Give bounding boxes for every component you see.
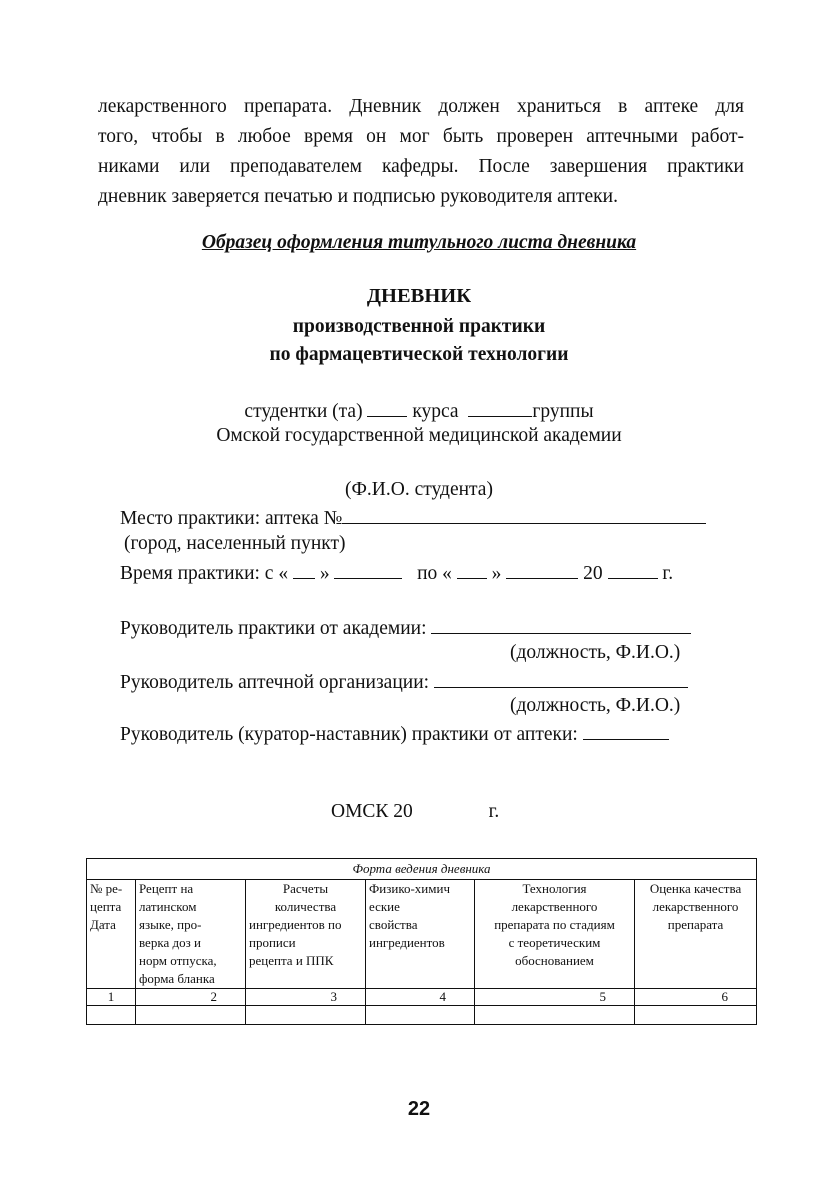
academy-supervisor-line (120, 615, 691, 640)
start-day-blank (293, 560, 315, 579)
header-text: обоснованием (515, 953, 594, 968)
header-recipe-number (87, 880, 136, 989)
pharmacy-supervisor-label: Руководитель аптечной организации: (120, 672, 430, 693)
time-to-label: по « (417, 563, 452, 584)
intro-line: дневник заверяется печатью и подписью руководителя аптеки. (98, 186, 618, 207)
column-number: 6 (635, 989, 757, 1006)
header-text: еские (369, 899, 400, 914)
empty-cell (246, 1006, 366, 1025)
empty-cell (87, 1006, 136, 1025)
diary-subtitle-2: по фармацевтической технологии (269, 344, 569, 365)
pharmacy-number-blank (342, 505, 706, 524)
page-number: 22 (407, 1098, 431, 1120)
column-number: 3 (246, 989, 366, 1006)
end-month-blank (506, 560, 578, 579)
header-quality (635, 880, 757, 989)
header-latin-recipe (136, 880, 246, 989)
header-text: Расчеты (282, 881, 329, 896)
group-label: группы (532, 401, 594, 422)
city-year: ОМСК 20 (331, 801, 413, 822)
empty-cell (366, 1006, 475, 1025)
sample-heading: Образец оформления титульного листа дневника (201, 232, 637, 253)
header-text: прописи (249, 935, 296, 950)
curator-line (120, 721, 669, 746)
column-number: 2 (136, 989, 246, 1006)
student-fio-note: (Ф.И.О. студента) (345, 479, 493, 500)
column-number: 4 (366, 989, 475, 1006)
academy-supervisor-label: Руководитель практики от академии: (120, 618, 427, 639)
year-blank (608, 560, 658, 579)
empty-cell (475, 1006, 635, 1025)
header-text: ингредиентов по (249, 917, 342, 932)
start-month-blank (334, 560, 402, 579)
time-label: Время практики: с « (120, 563, 289, 584)
practice-place-label: Место практики: аптека № (120, 508, 343, 529)
city-year-suffix: г. (488, 801, 500, 822)
year-suffix: г. (662, 563, 674, 584)
city-year-footer (331, 801, 499, 823)
course-blank (367, 398, 407, 417)
header-text: Дата (90, 917, 116, 932)
year-prefix: 20 (583, 563, 603, 584)
intro-paragraph (98, 92, 744, 212)
header-text: лекарственного (511, 899, 598, 914)
header-text: ингредиентов (369, 935, 445, 950)
header-text: препарата по стадиям (494, 917, 615, 932)
curator-blank (583, 721, 669, 740)
pharmacy-supervisor-blank (434, 669, 688, 688)
academy-supervisor-blank (431, 615, 691, 634)
header-technology (475, 880, 635, 989)
student-label: студентки (та) (244, 401, 363, 422)
header-text: Рецепт на (139, 881, 194, 896)
city-note: (город, населенный пункт) (124, 533, 346, 554)
position-note: (должность, Ф.И.О.) (510, 642, 681, 663)
header-text: рецепта и ППК (249, 953, 334, 968)
header-calculations (246, 880, 366, 989)
header-text: свойства (369, 917, 418, 932)
course-label: курса (412, 401, 459, 422)
pharmacy-supervisor-line (120, 669, 688, 694)
academy-name: Омской государственной медицинской академии (216, 425, 622, 446)
column-number: 1 (87, 989, 136, 1006)
diary-form-table (86, 858, 757, 1025)
header-physchem (366, 880, 475, 989)
end-day-blank (457, 560, 487, 579)
intro-line: лекарственного препарата. Дневник должен храниться в аптеке для (98, 96, 744, 117)
intro-line: того, чтобы в любое время он мог быть проверен аптечными работ- (98, 126, 744, 147)
empty-cell (635, 1006, 757, 1025)
header-text: Физико-химич (369, 881, 450, 896)
column-number: 5 (475, 989, 635, 1006)
position-note-2: (должность, Ф.И.О.) (510, 695, 681, 716)
practice-place-line (120, 505, 706, 530)
header-text: № ре- (90, 881, 123, 896)
diary-subtitle: производственной практики (292, 316, 546, 337)
table-caption: Форта ведения дневника (87, 859, 757, 880)
diary-title: ДНЕВНИК (366, 285, 472, 307)
header-text: языке, про- (139, 917, 202, 932)
header-text: цепта (90, 899, 122, 914)
group-blank (468, 398, 532, 417)
header-text: Оценка качества (649, 881, 742, 896)
empty-cell (136, 1006, 246, 1025)
practice-time-line (120, 560, 673, 585)
intro-line: никами или преподавателем кафедры. После завершения практики (98, 156, 744, 177)
header-text: Технология (522, 881, 587, 896)
header-text: норм отпуска, (139, 953, 217, 968)
header-text: латинском (139, 899, 197, 914)
student-line (0, 398, 838, 423)
quote-close: » (319, 563, 330, 584)
quote-close-2: » (491, 563, 502, 584)
header-text: количества (274, 899, 337, 914)
header-text: препарата (667, 917, 724, 932)
header-text: лекарственного (652, 899, 739, 914)
header-text: с теоретическим (508, 935, 601, 950)
curator-label: Руководитель (куратор-наставник) практики от аптеки: (120, 724, 578, 745)
header-text: верка доз и (139, 935, 201, 950)
header-text: форма бланка (139, 971, 215, 986)
